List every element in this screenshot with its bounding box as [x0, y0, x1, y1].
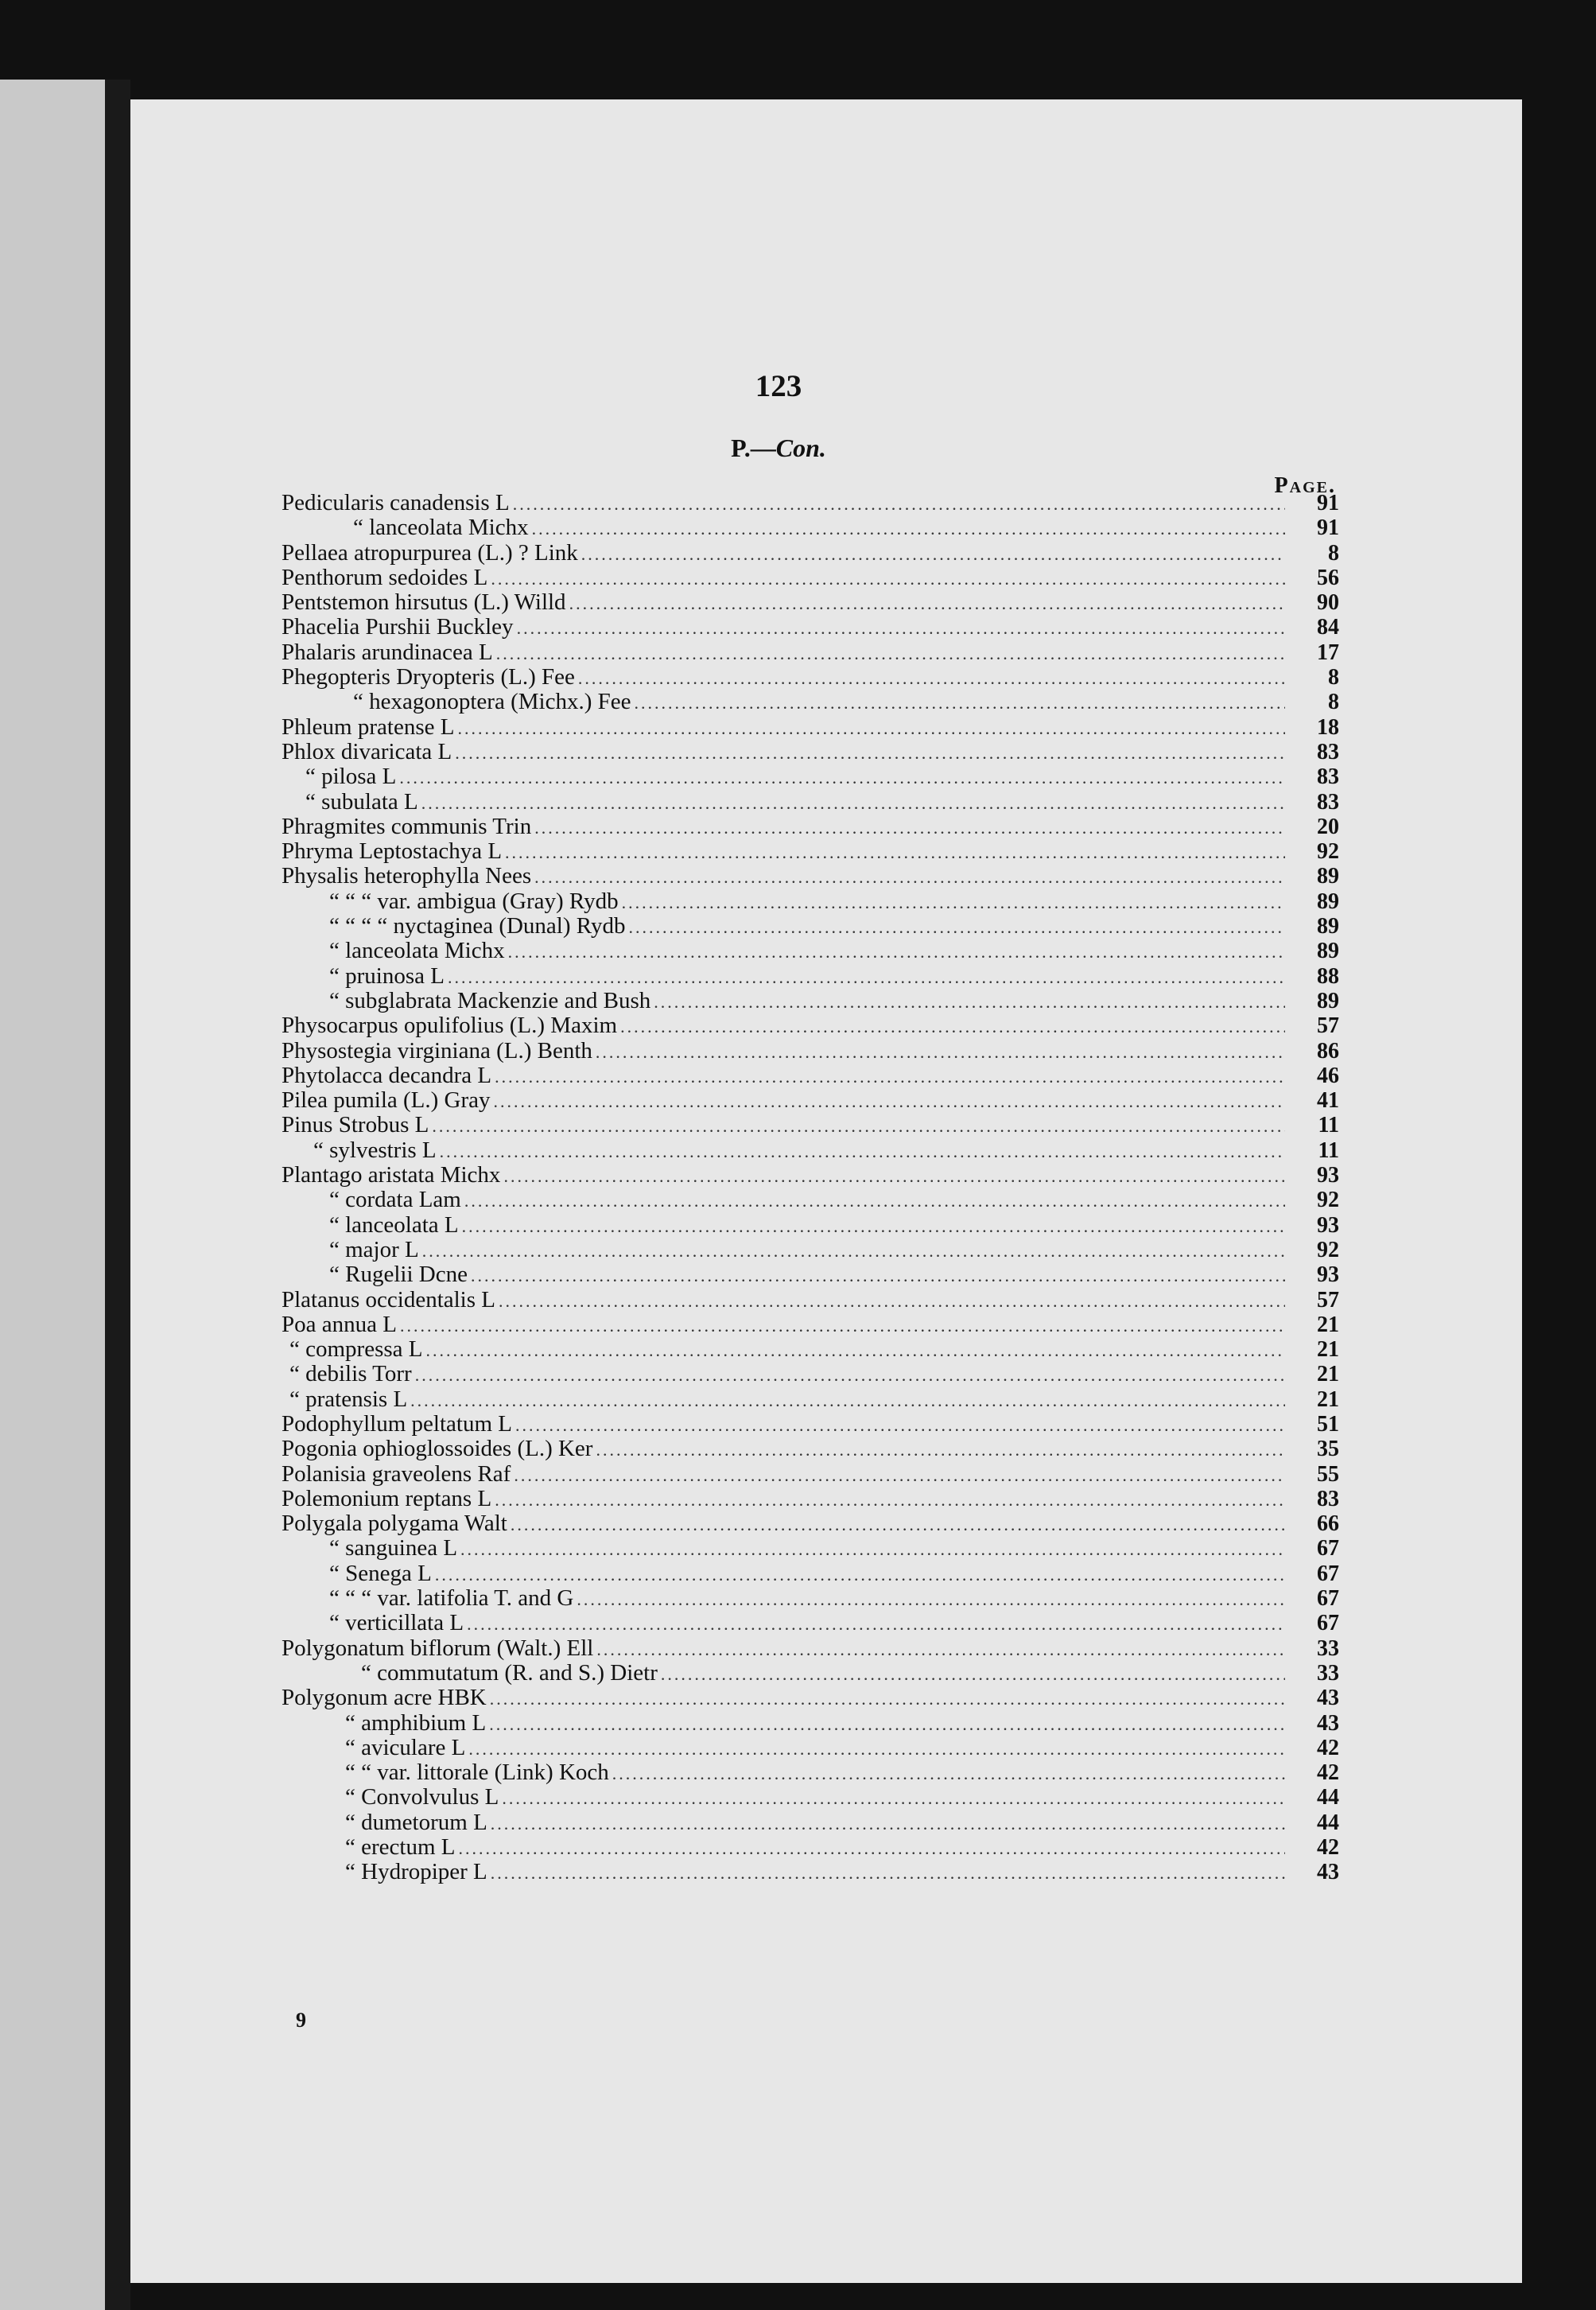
dot-leader — [491, 1811, 1285, 1836]
entry-label: “ “ “ var. latifolia T. and G — [329, 1585, 574, 1612]
dot-leader — [432, 1114, 1285, 1138]
entry-label: Pellaea atropurpurea (L.) ? Link — [282, 539, 578, 566]
index-entry — [282, 1661, 1339, 1686]
facing-page-edge — [0, 80, 105, 2310]
dot-leader — [569, 591, 1285, 616]
index-entry — [282, 1611, 1339, 1635]
entry-page-number: 92 — [1317, 1237, 1339, 1262]
dot-leader — [596, 1437, 1285, 1462]
entry-page-number: 56 — [1317, 565, 1339, 590]
index-entry — [282, 864, 1339, 889]
dot-leader — [491, 1861, 1285, 1885]
entry-page-number: 33 — [1317, 1660, 1339, 1686]
entry-label: Poa annua L — [282, 1311, 397, 1337]
index-entry — [282, 665, 1339, 690]
index-entry — [282, 1262, 1339, 1287]
dot-leader — [581, 542, 1285, 566]
entry-page-number: 93 — [1317, 1212, 1339, 1238]
dot-leader — [508, 939, 1285, 964]
entry-label: “ aviculare L — [345, 1734, 466, 1760]
index-entry — [282, 515, 1339, 540]
index-entry — [282, 640, 1339, 665]
index-entry — [282, 1711, 1339, 1736]
entry-label: “ sanguinea L — [329, 1535, 458, 1561]
entry-label: Pilea pumila (L.) Gray — [282, 1087, 491, 1114]
dot-leader — [532, 516, 1285, 541]
dot-leader — [634, 690, 1285, 715]
entry-label: Pentstemon hirsutus (L.) Willd — [282, 589, 566, 616]
entry-label: Podophyllum peltatum L — [282, 1410, 512, 1437]
index-entry — [282, 764, 1339, 789]
index-entry — [282, 1288, 1339, 1312]
entry-page-number: 83 — [1317, 789, 1339, 815]
dot-leader — [426, 1338, 1286, 1363]
entry-page-number: 42 — [1317, 1735, 1339, 1760]
entry-label: “ sylvestris L — [313, 1137, 437, 1163]
dot-leader — [596, 1637, 1285, 1662]
entry-label: Pedicularis canadensis L — [282, 490, 510, 515]
dot-leader — [494, 1089, 1285, 1114]
entry-label: “ amphibium L — [345, 1709, 487, 1736]
entry-label: “ subglabrata Mackenzie and Bush — [329, 987, 651, 1013]
dot-leader — [534, 815, 1285, 840]
index-entry — [282, 914, 1339, 939]
dot-leader — [499, 1289, 1285, 1313]
entry-label: Physalis heterophylla Nees — [282, 863, 532, 889]
entry-page-number: 83 — [1317, 739, 1339, 764]
index-entry — [282, 1760, 1339, 1785]
entry-page-number: 57 — [1317, 1287, 1339, 1312]
entry-page-number: 11 — [1318, 1138, 1339, 1163]
entry-label: “ lanceolata Michx — [329, 938, 505, 964]
index-entry — [282, 1088, 1339, 1113]
dot-leader — [661, 1662, 1285, 1686]
dot-leader — [464, 1188, 1285, 1213]
dot-leader — [514, 1463, 1285, 1488]
section-suffix: Con. — [775, 434, 826, 462]
dot-leader — [502, 1786, 1285, 1810]
index-entry — [282, 1013, 1339, 1038]
entry-label: Phryma Leptostachya L — [282, 838, 503, 865]
entry-page-number: 89 — [1317, 864, 1339, 889]
index-entry — [282, 815, 1339, 839]
entry-label: “ compressa L — [289, 1336, 423, 1363]
entry-label: “ Senega L — [329, 1560, 432, 1586]
entry-label: Platanus occidentalis L — [282, 1286, 495, 1312]
dot-leader — [596, 1040, 1285, 1064]
entry-page-number: 92 — [1317, 839, 1339, 865]
entry-page-number: 67 — [1317, 1561, 1339, 1586]
entry-page-number: 33 — [1317, 1635, 1339, 1661]
entry-label: Phleum pratense L — [282, 714, 455, 740]
entry-label: “ erectum L — [345, 1834, 456, 1861]
dot-leader — [577, 1587, 1285, 1612]
entry-label: Phlox divaricata L — [282, 738, 452, 764]
page-number: 123 — [755, 369, 802, 403]
entry-label: “ hexagonoptera (Michx.) Fee — [353, 689, 631, 715]
entry-label: “ Hydropiper L — [345, 1859, 487, 1885]
entry-label: Physocarpus opulifolius (L.) Maxim — [282, 1013, 618, 1039]
index-entry — [282, 1636, 1339, 1661]
entry-label: Penthorum sedoides L — [282, 564, 488, 590]
index-page — [130, 99, 1522, 2283]
dot-leader — [421, 791, 1285, 815]
entry-page-number: 35 — [1317, 1437, 1339, 1462]
index-entry — [282, 1511, 1339, 1536]
dot-leader — [534, 865, 1285, 889]
dot-leader — [511, 1512, 1285, 1537]
dot-leader — [400, 1313, 1285, 1338]
dot-leader — [620, 1014, 1285, 1039]
dot-leader — [415, 1363, 1285, 1387]
index-entry — [282, 1238, 1339, 1262]
index-entry — [282, 1064, 1339, 1088]
dot-leader — [458, 1836, 1285, 1861]
entry-page-number: 55 — [1317, 1461, 1339, 1487]
entry-label: Pinus Strobus L — [282, 1112, 429, 1138]
entry-label: Pogonia ophioglossoides (L.) Ker — [282, 1436, 593, 1462]
entry-page-number: 21 — [1317, 1337, 1339, 1363]
entry-page-number: 88 — [1317, 963, 1339, 989]
entry-page-number: 89 — [1317, 939, 1339, 964]
dot-leader — [515, 1413, 1285, 1437]
index-entry — [282, 790, 1339, 815]
entry-page-number: 21 — [1317, 1386, 1339, 1412]
dot-leader — [399, 765, 1285, 790]
entry-label: “ “ “ var. ambigua (Gray) Rydb — [329, 888, 619, 914]
entry-label: “ cordata Lam — [329, 1187, 461, 1213]
index-entry — [282, 1810, 1339, 1835]
dot-leader — [495, 1488, 1285, 1512]
index-entry — [282, 1213, 1339, 1238]
index-entry — [282, 1736, 1339, 1760]
dot-leader — [513, 492, 1285, 516]
entry-page-number: 67 — [1317, 1586, 1339, 1612]
entry-page-number: 11 — [1318, 1113, 1339, 1138]
entry-label: “ pruinosa L — [329, 962, 445, 989]
index-entry — [282, 1536, 1339, 1561]
dot-leader — [460, 1537, 1285, 1561]
dot-leader — [457, 716, 1285, 741]
entry-label: “ lanceolata Michx — [353, 515, 529, 541]
entry-page-number: 89 — [1317, 914, 1339, 939]
entry-page-number: 66 — [1317, 1511, 1339, 1537]
index-entries — [282, 491, 1339, 1885]
dot-leader — [495, 1064, 1285, 1089]
index-entry — [282, 740, 1339, 764]
index-entry — [282, 889, 1339, 914]
entry-label: “ pilosa L — [305, 764, 397, 790]
entry-page-number: 43 — [1317, 1686, 1339, 1711]
entry-label: Phalaris arundinacea L — [282, 639, 493, 665]
index-entry — [282, 1188, 1339, 1212]
index-entry — [282, 989, 1339, 1013]
entry-label: “ subulata L — [305, 788, 418, 815]
entry-label: Polemonium reptans L — [282, 1485, 492, 1511]
entry-page-number: 91 — [1317, 491, 1339, 515]
entry-page-number: 18 — [1317, 714, 1339, 740]
entry-page-number: 43 — [1317, 1860, 1339, 1885]
dot-leader — [491, 566, 1285, 591]
index-entry — [282, 1337, 1339, 1362]
entry-label: “ “ “ “ nyctaginea (Dunal) Rydb — [329, 913, 626, 939]
dot-leader — [505, 840, 1285, 865]
entry-label: Polygala polygama Walt — [282, 1511, 507, 1537]
entry-label: Polanisia graveolens Raf — [282, 1460, 511, 1487]
dot-leader — [622, 890, 1285, 915]
dot-leader — [410, 1388, 1285, 1413]
entry-page-number: 8 — [1328, 665, 1339, 690]
index-entry — [282, 839, 1339, 864]
entry-label: “ pratensis L — [289, 1386, 408, 1412]
entry-page-number: 51 — [1317, 1411, 1339, 1437]
index-entry — [282, 1387, 1339, 1412]
dot-leader — [628, 915, 1285, 939]
index-entry — [282, 1362, 1339, 1386]
dot-leader — [503, 1164, 1285, 1188]
entry-page-number: 20 — [1317, 814, 1339, 839]
dot-leader — [435, 1562, 1285, 1587]
entry-label: “ Rugelii Dcne — [329, 1262, 468, 1288]
dot-leader — [489, 1712, 1285, 1736]
index-entry — [282, 1113, 1339, 1138]
entry-label: Polygonum acre HBK — [282, 1685, 487, 1711]
index-entry — [282, 1835, 1339, 1860]
entry-page-number: 8 — [1328, 690, 1339, 715]
entry-label: “ lanceolata L — [329, 1211, 459, 1238]
entry-page-number: 44 — [1317, 1810, 1339, 1835]
dot-leader — [422, 1239, 1285, 1263]
entry-label: “ Convolvulus L — [345, 1784, 499, 1810]
dot-leader — [496, 641, 1285, 666]
index-entry — [282, 1412, 1339, 1437]
entry-page-number: 90 — [1317, 590, 1339, 616]
index-entry — [282, 1686, 1339, 1710]
index-entry — [282, 541, 1339, 566]
index-entry — [282, 1312, 1339, 1337]
entry-label: Phytolacca decandra L — [282, 1062, 492, 1088]
index-entry — [282, 1138, 1339, 1163]
entry-page-number: 84 — [1317, 615, 1339, 640]
entry-page-number: 41 — [1317, 1088, 1339, 1114]
book-spine — [105, 80, 130, 2310]
dot-leader — [455, 741, 1285, 765]
entry-label: Phragmites communis Trin — [282, 813, 532, 839]
entry-label: Phegopteris Dryopteris (L.) Fee — [282, 664, 575, 690]
index-entry — [282, 566, 1339, 590]
entry-page-number: 92 — [1317, 1188, 1339, 1213]
page-column-header: Page. — [1274, 473, 1336, 498]
index-entry — [282, 1586, 1339, 1611]
dot-leader — [471, 1263, 1285, 1288]
entry-page-number: 42 — [1317, 1760, 1339, 1786]
index-entry — [282, 1462, 1339, 1487]
index-entry — [282, 1561, 1339, 1586]
dot-leader — [517, 616, 1285, 640]
dot-leader — [578, 666, 1285, 690]
dot-leader — [490, 1686, 1285, 1711]
index-entry — [282, 615, 1339, 640]
index-entry — [282, 491, 1339, 515]
entry-label: Physostegia virginiana (L.) Benth — [282, 1037, 592, 1064]
dot-leader — [612, 1761, 1285, 1786]
index-entry — [282, 715, 1339, 740]
dot-leader — [467, 1612, 1285, 1636]
dot-leader — [654, 990, 1285, 1014]
index-entry — [282, 1163, 1339, 1188]
entry-page-number: 17 — [1317, 640, 1339, 665]
entry-page-number: 21 — [1317, 1312, 1339, 1337]
entry-label: “ dumetorum L — [345, 1809, 487, 1835]
entry-page-number: 86 — [1317, 1038, 1339, 1064]
section-heading — [83, 434, 1474, 463]
entry-page-number: 93 — [1317, 1262, 1339, 1288]
entry-page-number: 93 — [1317, 1163, 1339, 1188]
entry-label: “ major L — [329, 1236, 419, 1262]
entry-page-number: 83 — [1317, 764, 1339, 790]
entry-label: “ debilis Torr — [289, 1361, 412, 1387]
dot-leader — [440, 1139, 1285, 1164]
entry-page-number: 44 — [1317, 1785, 1339, 1810]
index-entry — [282, 1860, 1339, 1884]
index-entry — [282, 1487, 1339, 1511]
entry-page-number: 21 — [1317, 1362, 1339, 1387]
entry-label: Phacelia Purshii Buckley — [282, 614, 514, 640]
entry-page-number: 46 — [1317, 1063, 1339, 1088]
entry-page-number: 67 — [1317, 1611, 1339, 1636]
entry-page-number: 89 — [1317, 988, 1339, 1013]
entry-label: “ verticillata L — [329, 1610, 464, 1636]
entry-label: “ “ var. littorale (Link) Koch — [345, 1760, 609, 1786]
entry-page-number: 89 — [1317, 889, 1339, 914]
entry-label: Polygonatum biflorum (Walt.) Ell — [282, 1635, 594, 1661]
entry-page-number: 67 — [1317, 1536, 1339, 1561]
entry-page-number: 8 — [1328, 540, 1339, 566]
section-letter: P.— — [731, 434, 776, 462]
index-entry — [282, 690, 1339, 714]
index-entry — [282, 1437, 1339, 1461]
dot-leader — [468, 1736, 1285, 1761]
entry-page-number: 42 — [1317, 1835, 1339, 1861]
entry-page-number: 57 — [1317, 1013, 1339, 1039]
dot-leader — [462, 1214, 1285, 1239]
entry-label: “ commutatum (R. and S.) Dietr — [361, 1659, 658, 1686]
entry-label: Plantago aristata Michx — [282, 1162, 501, 1188]
index-entry — [282, 1785, 1339, 1810]
index-entry — [282, 590, 1339, 615]
signature-mark: 9 — [296, 2009, 306, 2032]
dot-leader — [448, 965, 1285, 990]
entry-page-number: 91 — [1317, 515, 1339, 541]
index-entry — [282, 939, 1339, 963]
entry-page-number: 43 — [1317, 1710, 1339, 1736]
entry-page-number: 83 — [1317, 1486, 1339, 1511]
index-entry — [282, 964, 1339, 989]
index-entry — [282, 1039, 1339, 1064]
